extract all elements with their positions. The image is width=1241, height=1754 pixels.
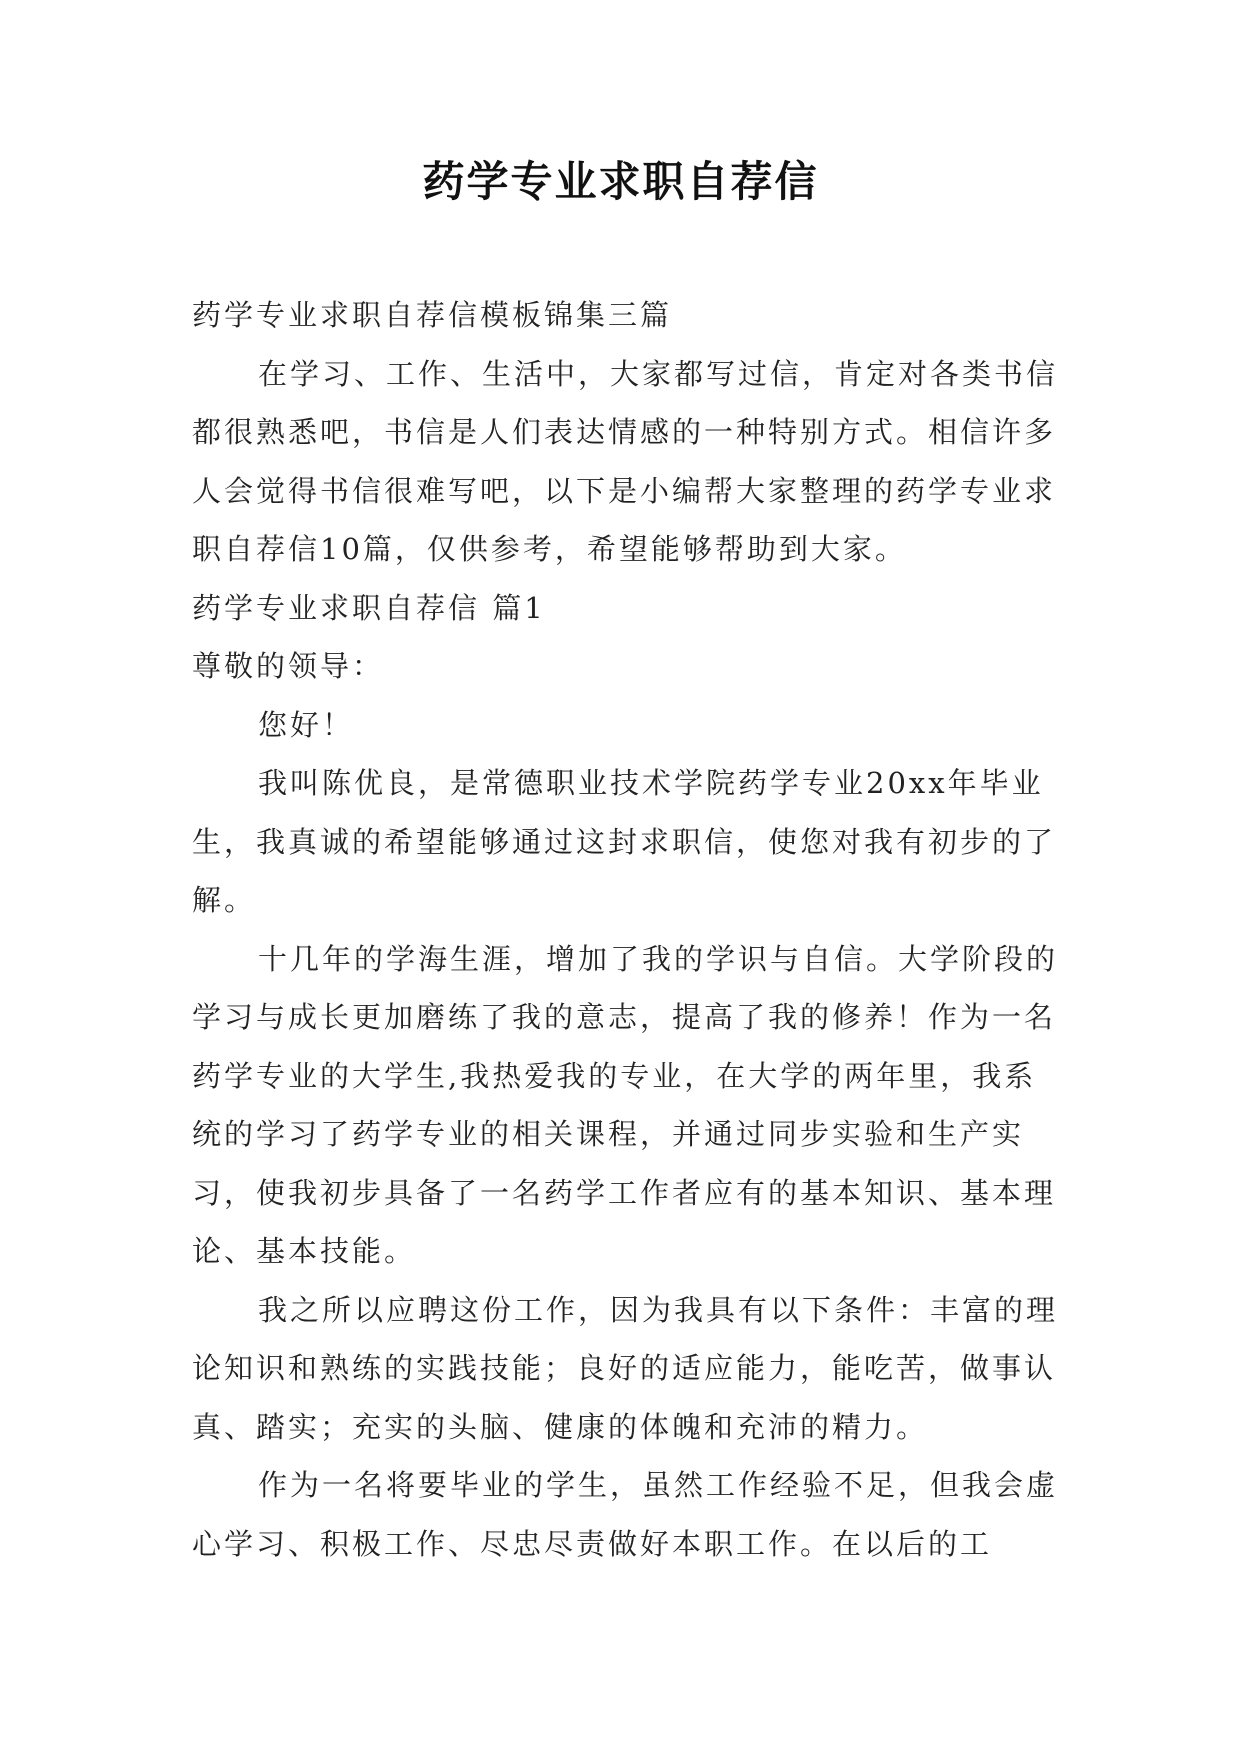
body-paragraph: 我叫陈优良，是常德职业技术学院药学专业20xx年毕业生，我真诚的希望能够通过这封求职信，使您对我有初步的了解。 <box>192 766 1057 917</box>
document-title: 药学专业求职自荐信 <box>422 157 819 206</box>
greeting: 您好！ <box>258 707 355 742</box>
body-paragraph: 十几年的学海生涯，增加了我的学识与自信。大学阶段的学习与成长更加磨练了我的意志，提高了我的修养！作为一名药学专业的大学生,我热爱我的专业，在大学的两年里，我系统的学习了药学专业的相关课程，并通过同步实验和生产实习，使我初步具备了一名药学工作者应有的基本知识、基本理论、基本技能。 <box>192 941 1059 1268</box>
document-body <box>192 286 1062 1573</box>
section-heading: 药学专业求职自荐信 篇1 <box>192 590 546 625</box>
salutation: 尊敬的领导： <box>192 649 385 683</box>
body-paragraph: 作为一名将要毕业的学生，虽然工作经验不足，但我会虚心学习、积极工作、尽忠尽责做好本职工作。在以后的工 <box>192 1468 1059 1561</box>
body-paragraph: 我之所以应聘这份工作，因为我具有以下条件：丰富的理论知识和熟练的实践技能；良好的适应能力，能吃苦，做事认真、踏实；充实的头脑、健康的体魄和充沛的精力。 <box>192 1292 1059 1444</box>
intro-paragraph: 在学习、工作、生活中，大家都写过信，肯定对各类书信都很熟悉吧，书信是人们表达情感的一种特别方式。相信许多人会觉得书信很难写吧，以下是小编帮大家整理的药学专业求职自荐信10篇，仅供参考，希望能够帮助到大家。 <box>192 356 1059 566</box>
subtitle-line: 药学专业求职自荐信模板锦集三篇 <box>192 298 673 332</box>
